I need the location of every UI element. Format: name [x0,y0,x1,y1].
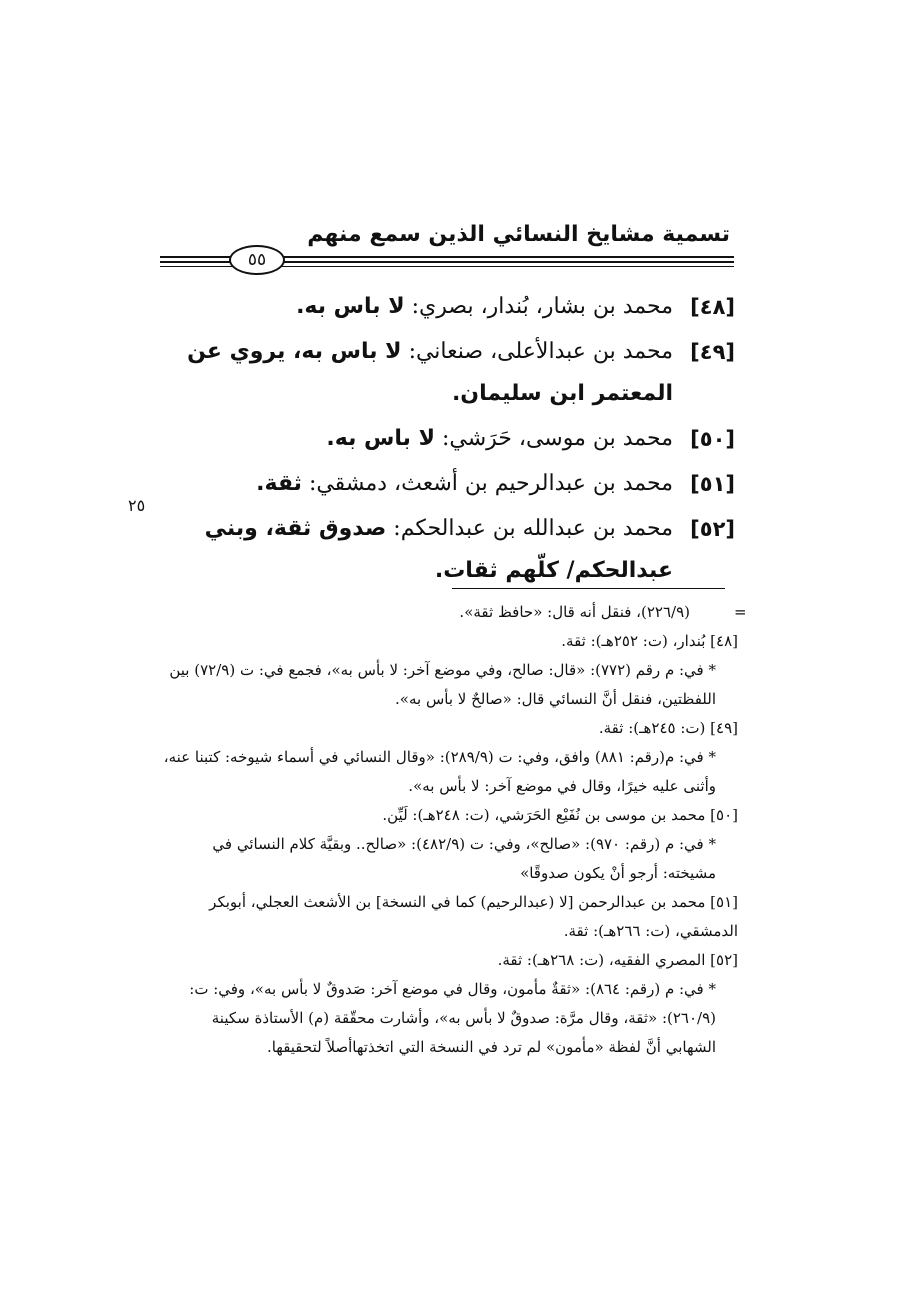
entry-verdict: ثقة. [256,471,302,496]
footnote-line: [٥٠] محمد بن موسى بن نُفَيْع الحَرَشي، (ت: ٢٤٨هـ): لَيِّن. [382,806,738,824]
footnote-line: [٤٨] بُندار، (ت: ٢٥٢هـ): ثقة. [561,632,738,650]
page-number-oval [229,245,285,275]
footnotes [160,598,738,1062]
footnote-line: * في: م(رقم: ٨٨١) وافق، وفي: ت (٢٨٩/٩): «وقال النسائي في أسماء شيوخه: كتبنا عنه، وأثنى عليه خيرًا، وقال في موضع آخر: لا بأس به». [163,748,716,795]
entry-text: محمد بن عبدالأعلى، صنعاني: [408,339,673,364]
footnote-line: [٤٩] (ت: ٢٤٥هـ): ثقة. [598,719,738,737]
footnote-line: [٥٢] المصري الفقيه، (ت: ٢٦٨هـ): ثقة. [497,951,738,969]
entry-48 [150,286,735,328]
footnote-rule [452,588,725,589]
entry-number: [٥٢] [690,517,735,541]
entry-text: محمد بن عبدالرحيم بن أشعث، دمشقي: [308,471,673,496]
footnote-line: * في: م (رقم: ٩٧٠): «صالح»، وفي: ت (٤٨٢/٩): «صالح.. وبقيَّة كلام النسائي في مشيخته: أرجو أنْ يكون صدوقًا» [212,835,716,882]
entry-50 [150,418,735,460]
entry-verdict: لا باس به. [296,294,405,319]
entry-verdict: لا باس به، يروي عن المعتمر ابن سليمان. [187,339,673,406]
running-title: تسمية مشايخ النسائي الذين سمع منهم [307,222,730,247]
footnote-line: * في: م رقم (٧٧٢): «قال: صالح، وفي موضع آخر: لا بأس به»، فجمع في: ت (٧٢/٩) بين اللفظتين، فنقل أنَّ النسائي قال: «صالحٌ لا بأس به». [169,661,716,708]
continuation-mark: = [734,603,747,621]
entry-number: [٤٩] [690,340,735,364]
entry-text: محمد بن بشار، بُندار، بصري: [411,294,673,319]
entry-number: [٥٠] [690,427,735,451]
footnote-line: [٥١] محمد بن عبدالرحمن [لا (عبدالرحيم) كما في النسخة] بن الأشعث العجلي، أبوبكر الدمشقي، (ت: ٢٦٦هـ): ثقة. [209,893,738,940]
entry-verdict: صدوق ثقة، وبني عبدالحكم/ كلّهم ثقات. [204,516,673,583]
entries-list [150,286,735,592]
entry-52 [150,508,735,592]
margin-number: ٢٥ [128,496,146,515]
entry-49 [150,331,735,415]
entry-number: [٥١] [690,472,735,496]
entry-number: [٤٨] [690,295,735,319]
entry-text: محمد بن موسى، حَرَشي: [441,426,673,451]
page-number: ٥٥ [247,250,267,270]
entry-51 [150,463,735,505]
entry-verdict: لا باس به. [326,426,435,451]
entry-text: محمد بن عبدالله بن عبدالحكم: [393,516,673,541]
footnote-line: (٢٢٦/٩)، فنقل أنه قال: «حافظ ثقة». [459,603,690,621]
footnote-line: * في: م (رقم: ٨٦٤): «ثقةٌ مأمون، وقال في موضع آخر: صَدوقٌ لا بأس به»، وفي: ت: (٢٦٠/٩): «ثقة، وقال مرَّة: صدوقٌ لا بأس به»، وأشارت محقّقة (م) الأستاذة سكينة الشهابي أنَّ لفظة «مأمون» لم ترد في النسخة التي اتخذتهاأصلاً لتحقيقها. [189,980,716,1056]
